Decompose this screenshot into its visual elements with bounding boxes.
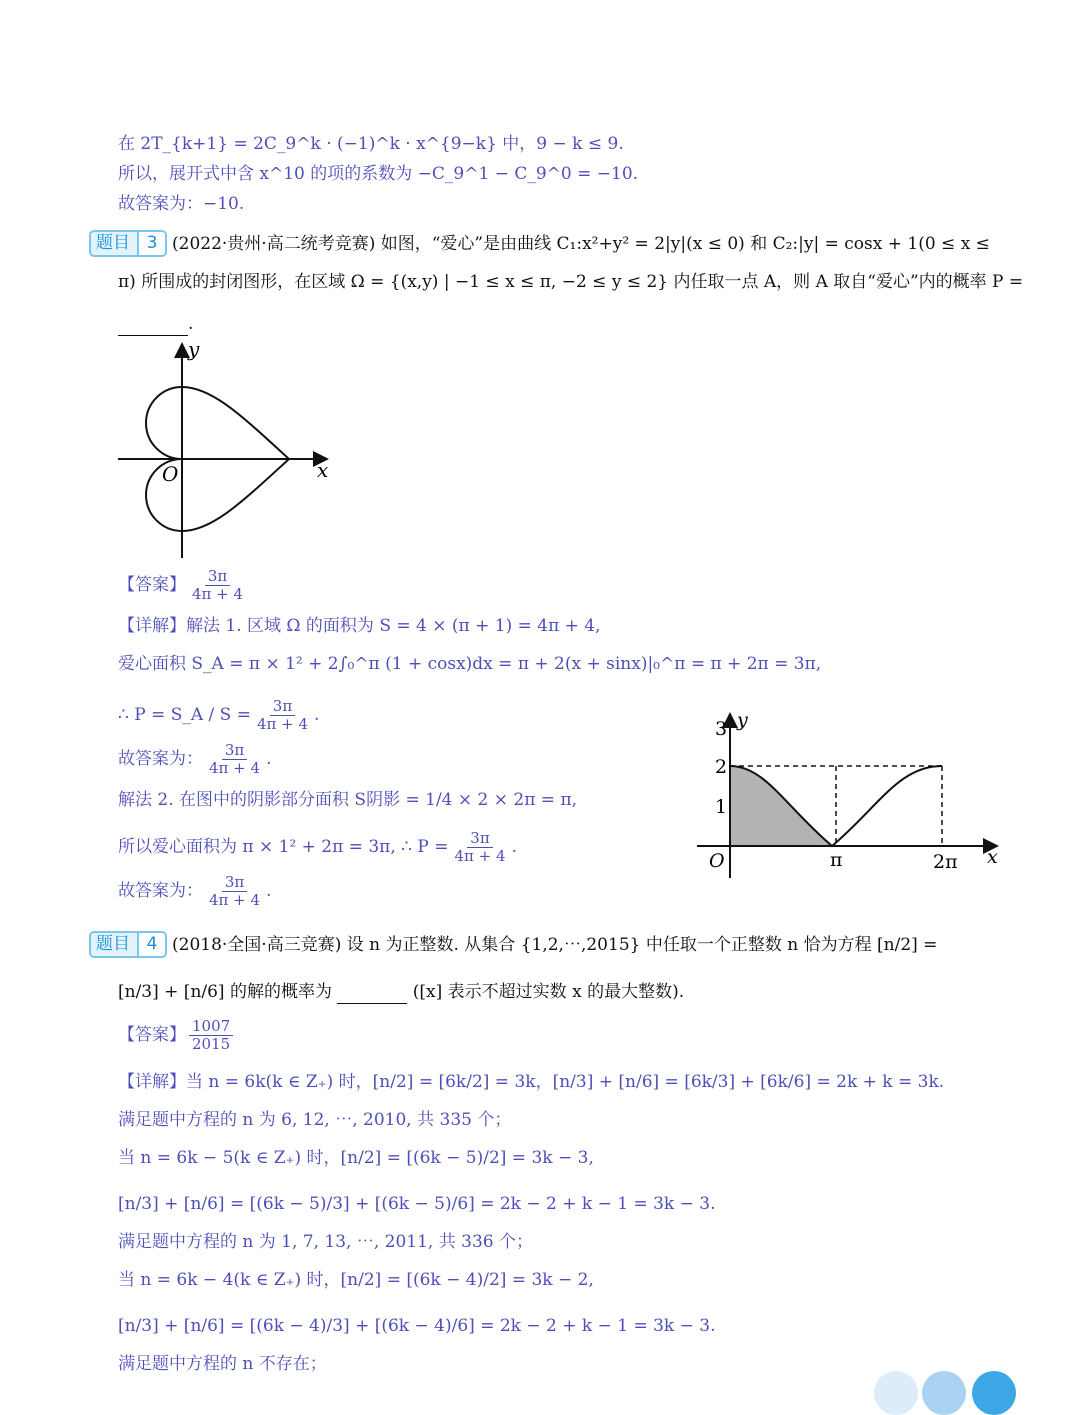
heart-origin-label: O [162,462,179,486]
problem-3-tag-number: 3 [137,232,165,255]
cos-x-label: x [987,846,998,868]
problem-4-answer [118,1018,236,1053]
solution-step-1: 解法 1. 区域 Ω 的面积为 S = 4 × (π + 1) = 4π + 4, [186,616,601,636]
y-tick-1: 1 [715,796,728,818]
step-6-denominator: 4π + 4 [454,847,506,865]
prev-solution-line-1: 在 2T_{k+1} = 2C_9^k · (−1)^k · x^{9−k} 中，9 − k ≤ 9. [118,134,624,154]
problem-3-detail-1 [118,614,601,638]
problem-4-tag-number: 4 [137,933,165,956]
problem-4-step-2: 满足题中方程的 n 为 6, 12, ⋯, 2010, 共 335 个； [118,1110,512,1130]
step-6-prefix: 所以爱心面积为 π × 1² + 2π = 3π, ∴ P = [118,837,449,857]
solution-step-7 [118,874,271,909]
problem-3-answer [118,568,249,603]
heart-lower-cosine [182,459,289,531]
decor-circle-1 [874,1371,918,1415]
problem-4-line-2-prefix: [n/3] + [n/6] 的解的概率为 [118,982,332,1002]
cosine-figure [695,706,1005,886]
heart-upper-circle [146,387,182,459]
problem-4-answer-fraction [189,1018,233,1053]
step-3-fraction [254,698,311,733]
problem-4-line-2 [118,980,684,1004]
problem-4-step-3: 当 n = 6k − 5(k ∈ Z₊) 时，[n/2] = [(6k − 5)/2] = 3k − 3, [118,1148,594,1168]
step-3-numerator: 3π [270,698,295,716]
heart-figure [112,336,342,564]
prev-solution-line-2: 所以，展开式中含 x^10 的项的系数为 −C_9^1 − C_9^0 = −10. [118,164,639,184]
problem-4-step-5: 满足题中方程的 n 为 1, 7, 13, ⋯, 2011, 共 336 个； [118,1232,533,1252]
step-6-numerator: 3π [467,830,492,848]
step-4-numerator: 3π [222,742,247,760]
step-6-fraction [451,830,508,865]
problem-4-step-6: 当 n = 6k − 4(k ∈ Z₊) 时，[n/2] = [(6k − 4)/2] = 3k − 2, [118,1270,594,1290]
problem-3-line-1: (2022·贵州·高二统考竞赛) 如图，“爱心”是由曲线 C₁:x²+y² = 2|y|(x ≤ 0) 和 C₂:|y| = cosx + 1(0 ≤ x ≤ [172,234,990,254]
heart-upper-cosine [182,387,289,459]
step-7-numerator: 3π [222,874,247,892]
problem-3-tag-label: 题目 [96,233,130,253]
step-7-denominator: 4π + 4 [209,891,261,909]
x-tick-2pi: 2π [933,851,958,873]
problem-4-step-4: [n/3] + [n/6] = [(6k − 5)/3] + [(6k − 5)/6] = 2k − 2 + k − 1 = 3k − 3. [118,1194,716,1214]
problem-4-detail-label: 【详解】 [118,1072,186,1092]
step-6-suffix: . [511,837,517,857]
decor-circle-2 [922,1371,966,1415]
y-tick-2: 2 [715,756,728,778]
step-4-denominator: 4π + 4 [209,759,261,777]
problem-4-step-1: 当 n = 6k(k ∈ Z₊) 时，[n/2] = [6k/2] = 3k，[n/3] + [n/6] = [6k/3] + [6k/6] = 2k + k = 3k. [186,1072,945,1092]
problem-4-tag-label: 题目 [96,934,130,954]
step-7-fraction [206,874,263,909]
step-4-prefix: 故答案为： [118,749,203,769]
step-3-suffix: . [314,705,320,725]
cos-origin-label: O [709,850,725,872]
blank-period: . [188,314,194,334]
step-4-suffix: . [266,749,272,769]
solution-step-6 [118,830,517,865]
problem-4-blank [337,985,407,1004]
x-tick-pi: π [830,849,843,871]
solution-step-2: 爱心面积 S_A = π × 1² + 2∫₀^π (1 + cosx)dx = π + 2(x + sinx)|₀^π = π + 2π = 3π, [118,654,822,674]
problem-4-answer-label: 【答案】 [118,1025,186,1045]
problem-4-line-1: (2018·全国·高三竞赛) 设 n 为正整数. 从集合 {1,2,⋯,2015} 中任取一个正整数 n 恰为方程 [n/2] = [172,935,938,955]
y-tick-3: 3 [715,718,728,740]
problem-4-answer-denominator: 2015 [192,1035,231,1053]
step-3-denominator: 4π + 4 [256,715,309,733]
problem-4-line-2-suffix: ([x] 表示不超过实数 x 的最大整数). [412,982,685,1002]
answer-fraction [189,568,246,603]
decor-circle-3 [972,1371,1016,1415]
prev-solution-line-3: 故答案为：−10. [118,194,245,214]
step-7-prefix: 故答案为： [118,881,203,901]
problem-4-answer-numerator: 1007 [189,1018,233,1036]
step-7-suffix: . [266,881,272,901]
solution-step-3 [118,698,319,733]
answer-denominator: 4π + 4 [192,585,244,603]
answer-blank [118,317,188,336]
problem-4-step-7: [n/3] + [n/6] = [(6k − 4)/3] + [(6k − 4)/6] = 2k − 2 + k − 1 = 3k − 3. [118,1316,716,1336]
problem-4-detail-1 [118,1070,944,1094]
heart-y-label: y [188,337,200,361]
problem-3-tag [89,230,167,257]
step-3-prefix: ∴ P = S_A / S = [118,705,251,725]
step-4-fraction [206,742,263,777]
problem-4-tag [89,931,167,958]
detail-label: 【详解】 [118,616,186,636]
shaded-area [730,766,832,846]
answer-label: 【答案】 [118,575,186,595]
solution-step-5: 解法 2. 在图中的阴影部分面积 S阴影 = 1/4 × 2 × 2π = π, [118,790,578,810]
cos-y-label: y [737,709,748,731]
problem-3-blank-line [118,312,193,336]
problem-3-line-2: π) 所围成的封闭图形，在区域 Ω = {(x,y) | −1 ≤ x ≤ π, −2 ≤ y ≤ 2} 内任取一点 A，则 A 取自“爱心”内的概率 P = [118,272,1024,292]
heart-x-label: x [317,458,329,482]
solution-step-4 [118,742,271,777]
answer-numerator: 3π [205,568,230,586]
problem-4-step-8: 满足题中方程的 n 不存在； [118,1354,327,1374]
